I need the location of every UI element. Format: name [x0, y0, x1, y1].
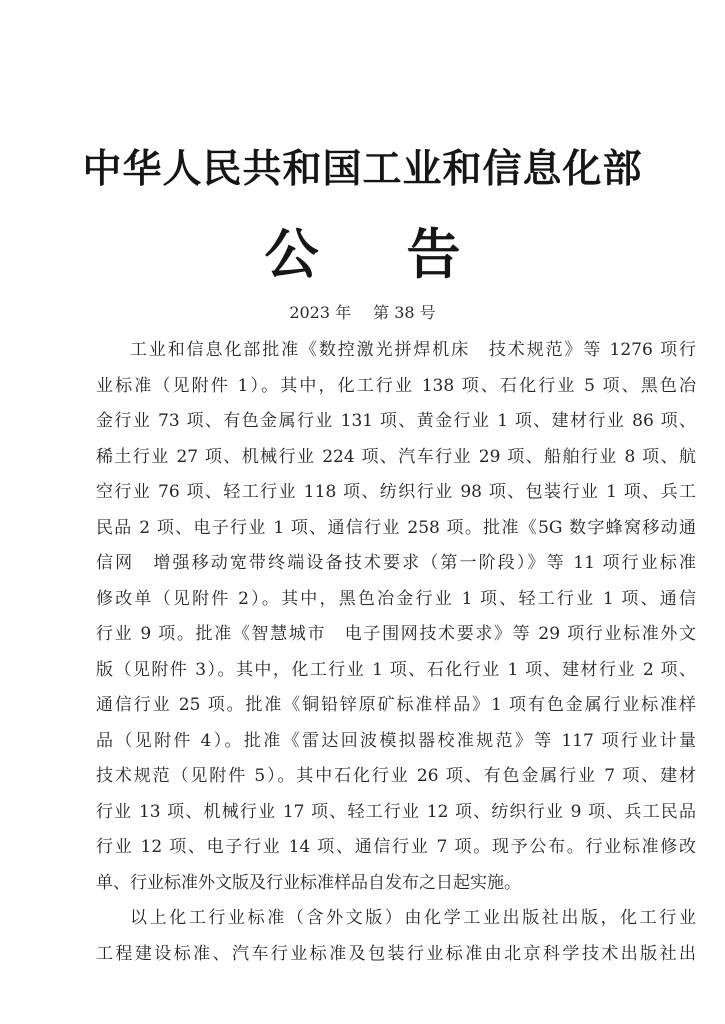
paragraph-1 — [96, 333, 696, 901]
text-line: 以上化工行业标准（含外文版）由化学工业出版社出版，化工行业 — [130, 908, 696, 928]
text-line: 业标准（见附件 1）。其中，化工行业 138 项、石化行业 5 项、黑色冶 — [96, 375, 696, 396]
text-line: 行业 12 项、电子行业 14 项、通信行业 7 项。现予公布。行业标准修改 — [96, 837, 696, 857]
notice-body — [96, 333, 696, 972]
text-line: 通信行业 25 项。批准《铜铅锌原矿标准样品》1 项有色金属行业标准样 — [96, 695, 696, 715]
text-line: 工业和信息化部批准《数控激光拼焊机床 技术规范》等 1276 项行 — [130, 340, 696, 360]
paragraph-2 — [96, 901, 696, 972]
text-line: 技术规范（见附件 5）。其中石化行业 26 项、有色金属行业 7 项、建材 — [96, 766, 696, 786]
text-line: 品（见附件 4）。批准《雷达回波模拟器校准规范》等 117 项行业计量 — [96, 730, 696, 751]
text-line: 信网 增强移动宽带终端设备技术要求（第一阶段）》等 11 项行业标准 — [96, 553, 696, 573]
notice-title: 公告 — [264, 223, 549, 286]
text-line: 版（见附件 3）。其中，化工行业 1 项、石化行业 1 项、建材行业 2 项、 — [96, 659, 696, 680]
text-line: 金行业 73 项、有色金属行业 131 项、黄金行业 1 项、建材行业 86 项、 — [96, 411, 696, 431]
text-line: 空行业 76 项、轻工行业 118 项、纺织行业 98 项、包装行业 1 项、兵工 — [96, 482, 696, 502]
ministry-title: 中华人民共和国工业和信息化部 — [82, 147, 643, 192]
document-number — [0, 300, 725, 323]
document-year: 2023 年 — [289, 303, 352, 322]
text-line: 民品 2 项、电子行业 1 项、通信行业 258 项。批准《5G 数字蜂窝移动通 — [96, 517, 696, 538]
text-line: 行业 13 项、机械行业 17 项、轻工行业 12 项、纺织行业 9 项、兵工民品 — [96, 801, 696, 822]
text-line: 稀土行业 27 项、机械行业 224 项、汽车行业 29 项、船舶行业 8 项、航 — [96, 446, 696, 467]
document-serial: 第 38 号 — [373, 303, 436, 322]
text-line: 单、行业标准外文版及行业标准样品自发布之日起实施。 — [96, 872, 521, 893]
text-line: 修改单（见附件 2）。其中，黑色冶金行业 1 项、轻工行业 1 项、通信 — [96, 588, 696, 609]
text-line: 工程建设标准、汽车行业标准及包装行业标准由北京科学技术出版社出 — [96, 943, 696, 964]
text-line: 行业 9 项。批准《智慧城市 电子围网技术要求》等 29 项行业标准外文 — [96, 624, 696, 644]
